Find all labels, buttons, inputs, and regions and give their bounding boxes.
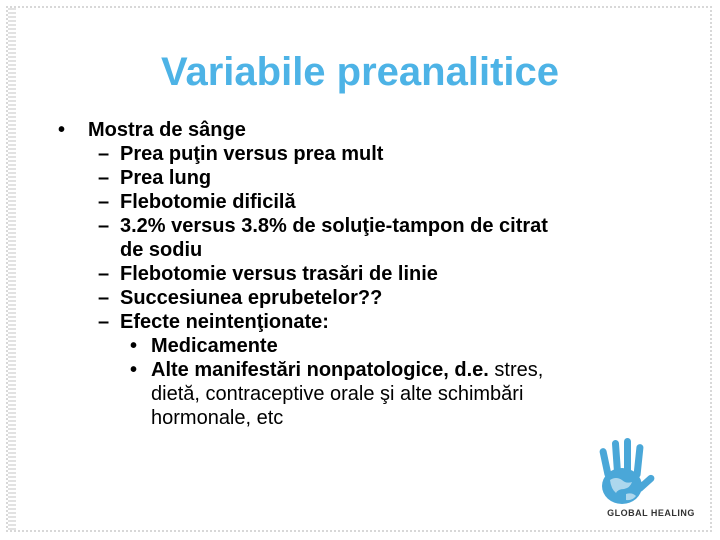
dash-item: [58, 214, 658, 238]
sub-bullet-item: [58, 334, 658, 358]
sub-bullet-text: Alte manifestări nonpatologice, d.e.: [151, 359, 489, 381]
dash-item: [58, 286, 658, 310]
sub-bullet-continuation: [58, 382, 658, 406]
dash-marker: –: [98, 311, 110, 333]
dash-item: [58, 142, 658, 166]
dash-item-continuation: [58, 238, 658, 262]
dash-text: Flebotomie dificilă: [120, 191, 296, 213]
sub-bullet-item: [58, 358, 658, 382]
dash-text: Succesiunea eprubetelor??: [120, 287, 383, 309]
sub-bullet-continuation: [58, 406, 658, 430]
dash-text: de sodiu: [120, 239, 203, 261]
dash-marker: –: [98, 143, 110, 165]
sub-bullet-text: Medicamente: [151, 335, 278, 357]
dash-text: Flebotomie versus trasări de linie: [120, 263, 438, 285]
bullet-marker: •: [58, 119, 66, 141]
slide-body: [58, 118, 658, 430]
dash-marker: –: [98, 263, 110, 285]
dash-marker: –: [98, 287, 110, 309]
dash-text: Prea lung: [120, 167, 212, 189]
bullet-text: Mostra de sânge: [88, 119, 246, 141]
dash-text: Efecte neintenţionate:: [120, 311, 329, 333]
sub-bullet-text: hormonale, etc: [151, 407, 284, 429]
dash-marker: –: [98, 167, 110, 189]
dash-item: [58, 262, 658, 286]
slide-title: Variabile preanalitice: [161, 50, 559, 94]
dash-marker: –: [98, 215, 110, 237]
dash-item: [58, 310, 658, 334]
bullet-marker: •: [130, 359, 138, 381]
dash-marker: –: [98, 191, 110, 213]
logo-text: GLOBAL HEALING: [607, 508, 695, 518]
dash-item: [58, 190, 658, 214]
sub-bullet-text: dietă, contraceptive orale şi alte schimbări: [151, 383, 524, 405]
sub-bullet-text-normal: stres,: [488, 359, 544, 381]
dash-item: [58, 166, 658, 190]
dash-text: 3.2% versus 3.8% de soluţie-tampon de citrat: [120, 215, 548, 237]
bullet-item: [58, 118, 658, 142]
dash-text: Prea puţin versus prea mult: [120, 143, 384, 165]
bullet-marker: •: [130, 335, 138, 357]
